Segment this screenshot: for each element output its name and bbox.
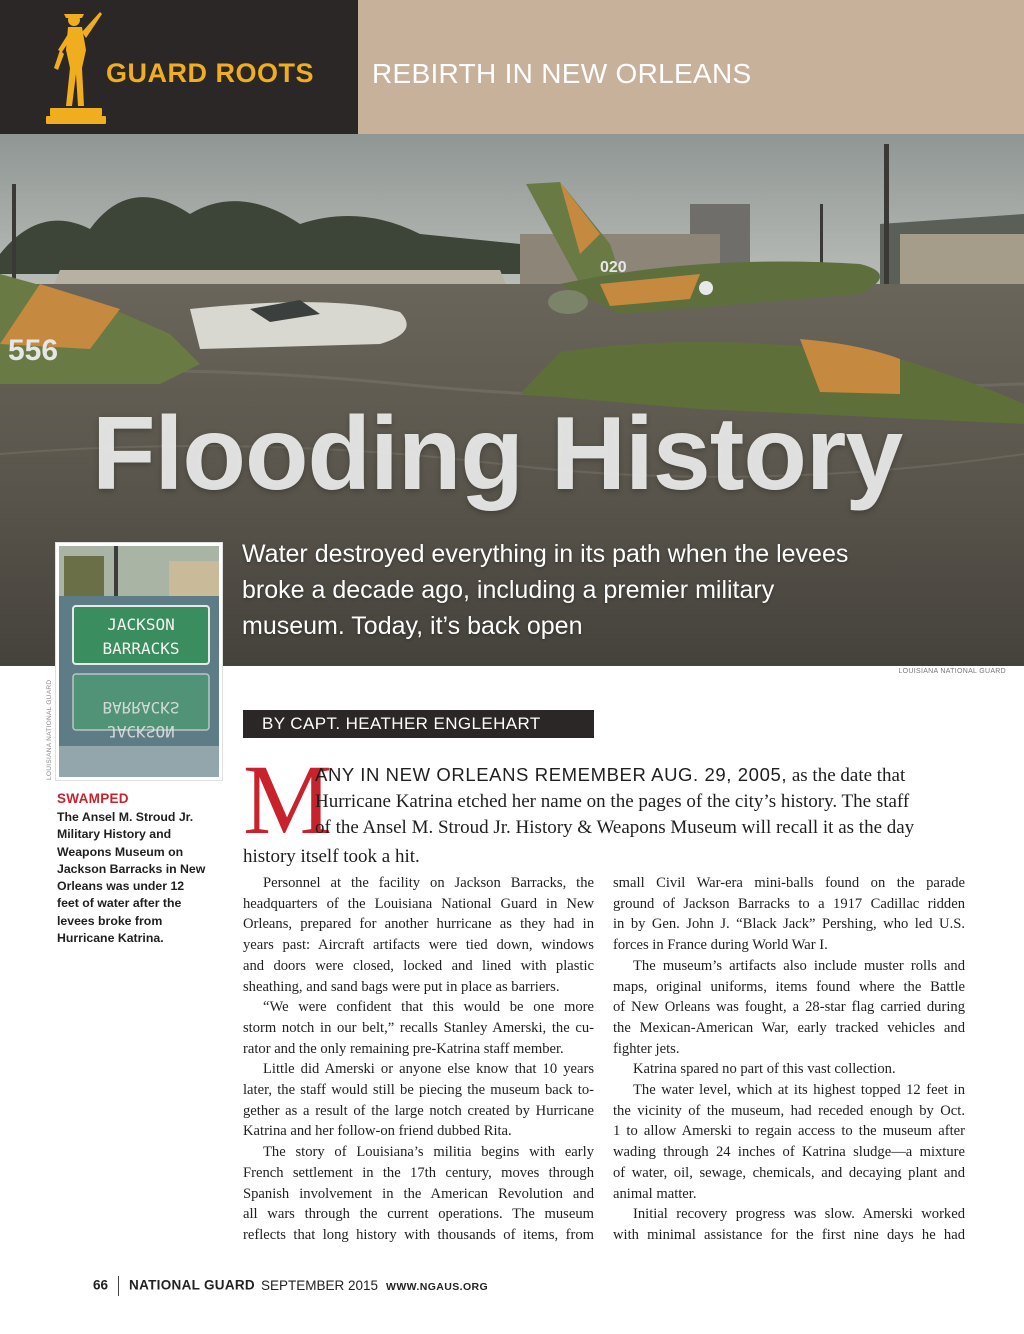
body-column-left [243,873,594,1246]
body-line: later, the staff would still be piecing the museum back to- [243,1082,594,1099]
body-line: rator and the only remaining pre-Katrina staff member. [243,1040,564,1057]
body-line: of New Orleans was fought, a 28-star flag carried during [613,999,965,1016]
caption-heading: SWAMPED [57,791,129,806]
lead-line-1 [315,765,905,786]
body-line: ground of Jackson Barracks to a 1917 Cadillac ridden [613,895,965,912]
body-column-right [613,873,965,1246]
lead-line-4: history itself took a hit. [243,846,420,867]
body-line: The museum’s artifacts also include muster rolls and [633,957,965,974]
body-line: the Mexican-American War, early tracked vehicles and [613,1019,965,1036]
sign-line-2: BARRACKS [102,639,180,658]
magazine-name: NATIONAL GUARD [129,1277,255,1293]
body-line: 1 to allow Amerski to regain access to the museum after [613,1123,965,1140]
sign-line-1: JACKSON [107,615,175,634]
body-line: sheathing, and sand bags were put in place as barriers. [243,978,560,995]
lead-line-2: Hurricane Katrina etched her name on the pages of the city’s history. The staff [315,791,910,812]
hero-photo-credit: LOUISIANA NATIONAL GUARD [898,668,1006,675]
body-line: all wars through the current operations. The museum [243,1206,594,1223]
hero-deck: Water destroyed everything in its path when the levees broke a decade ago, including a premier military museum. Today, it’s back open [242,540,849,640]
body-line: Little did Amerski or anyone else know that 10 years [263,1061,594,1078]
byline: BY CAPT. HEATHER ENGLEHART [243,710,594,738]
lead-caps: ANY IN NEW ORLEANS REMEMBER AUG. 29, 2005, [315,764,788,785]
issue-date: SEPTEMBER 2015 [260,1277,379,1293]
body-line: French settlement in the 17th century, moves through [243,1164,594,1181]
body-line: The water level, which at its highest topped 12 feet in [633,1082,965,1099]
body-line: maps, original uniforms, items found where the Battle [613,978,965,995]
drop-cap: M [243,744,332,855]
body-line: headquarters of the Louisiana National Guard in New [243,895,594,912]
jackson-barracks-sign-illustration [59,546,219,777]
body-line: storm notch in our belt,” recalls Stanley Amerski, the cu- [243,1019,594,1036]
body-line: reflects that long history with thousands of items, from [243,1226,594,1243]
body-line: with minimal assistance for the first nine days he had [613,1226,965,1243]
body-line: animal matter. [613,1185,697,1202]
body-line: The story of Louisiana’s militia begins with early [263,1144,594,1161]
page-footer [93,1276,488,1296]
sign-reflection-1: BARRACKS [102,698,180,717]
body-line: the vicinity of the museum, had receded enough by Oct. [613,1102,965,1119]
hero-title: Flooding History [92,396,903,512]
body-line: forces in France during World War I. [613,937,828,954]
body-line: “We were confident that this would be one more [263,999,594,1016]
body-line: of water, oil, sewage, chemicals, and decaying plant and [613,1164,965,1181]
website-link[interactable]: WWW.NGAUS.ORG [386,1280,489,1293]
body-line: Katrina spared no part of this vast collection. [633,1061,896,1078]
footer-divider [118,1276,119,1296]
body-line: Spanish involvement in the American Revolution and [243,1185,594,1202]
lead-line-3: of the Ansel M. Stroud Jr. History & Weapons Museum will recall it as the day [315,817,915,838]
body-line: fighter jets. [613,1040,680,1057]
inset-photo [56,543,222,780]
body-line: wading through 24 inches of Katrina sludge—a mixture [613,1144,965,1161]
body-line: small Civil War-era mini-balls found on the parade [613,875,965,891]
body-line: years past: Aircraft artifacts were tied down, windows [243,937,594,954]
caption-text: The Ansel M. Stroud Jr. Military History and Weapons Museum on Jackson Barracks in New Orleans was under 12 feet of water after the levees broke from Hurricane Katrina. [57,810,206,946]
section-headline: REBIRTH IN NEW ORLEANS [372,58,752,89]
inset-photo-credit: LOUISIANA NATIONAL GUARD [46,679,53,780]
body-line: Katrina and her follow-on friend dubbed Rita. [243,1123,512,1140]
page-number: 66 [93,1277,109,1293]
lead-line-1-rest: as the date that [787,765,906,786]
plane-number: 556 [8,334,59,367]
tail-number: 020 [600,259,627,276]
body-line: Personnel at the facility on Jackson Barracks, the [263,875,594,891]
body-line: in by Gen. John J. “Black Jack” Pershing, who led U.S. [613,916,965,933]
sign-reflection-2: JACKSON [107,722,175,741]
body-line: and doors were closed, locked and lined with plastic [243,957,594,974]
body-line: gether as a result of the large notch created by Hurricane [243,1102,594,1119]
section-label: GUARD ROOTS [106,58,314,88]
body-line: Initial recovery progress was slow. Amerski worked [633,1206,965,1223]
body-line: Orleans, prepared for another hurricane as they had in [243,916,594,933]
minuteman-logo [44,10,110,126]
